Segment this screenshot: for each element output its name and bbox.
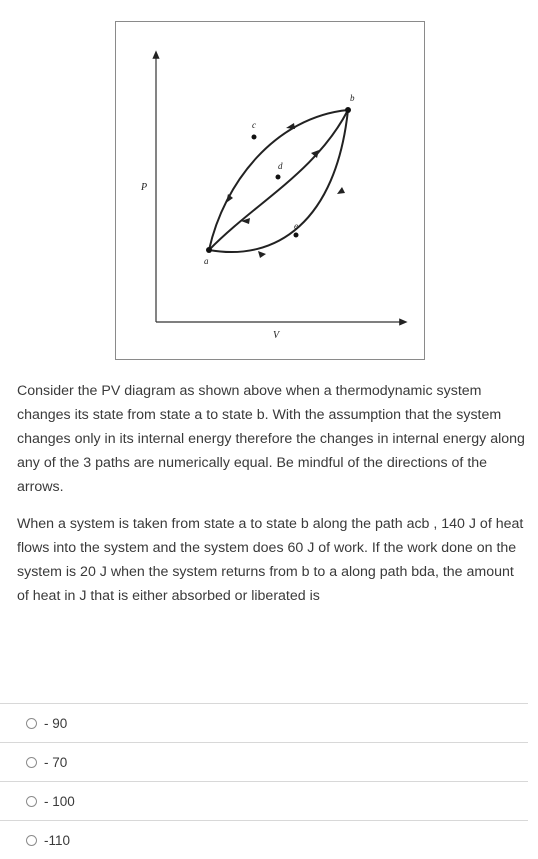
axis-label-p: P xyxy=(141,182,148,193)
option-label: - 90 xyxy=(44,715,68,731)
option-label: -110 xyxy=(44,832,71,848)
label-e: e xyxy=(294,221,298,231)
point-b xyxy=(345,107,351,113)
path-adb xyxy=(209,110,348,250)
arrow-aeb-2 xyxy=(337,187,345,194)
radio-button[interactable] xyxy=(26,796,37,807)
option-1[interactable] xyxy=(0,703,528,742)
point-e xyxy=(294,233,299,238)
path-acb xyxy=(209,110,348,250)
option-label: - 100 xyxy=(44,793,75,809)
label-d: d xyxy=(278,161,283,171)
pv-diagram xyxy=(116,22,426,361)
question-paragraph-1: Consider the PV diagram as shown above when a thermodynamic system changes its state from state a to state b. With the assumption that the system changes only in its internal energy therefore the changes in internal energy along any of the 3 paths are numerically equal. Be mindful of the directions of the arrows. xyxy=(17,383,525,495)
radio-button[interactable] xyxy=(26,835,37,846)
arrow-acb-2 xyxy=(286,123,295,129)
option-4[interactable] xyxy=(0,820,528,859)
point-a xyxy=(206,247,212,253)
label-b: b xyxy=(350,93,355,103)
arrow-aeb-1 xyxy=(258,251,266,258)
option-3[interactable] xyxy=(0,781,528,820)
point-d xyxy=(276,175,281,180)
radio-button[interactable] xyxy=(26,718,37,729)
arrow-acb-1 xyxy=(226,194,233,203)
question-paragraph-2: When a system is taken from state a to state b along the path acb , 140 J of heat flows into the system and the system does 60 J of work. If the work done on the system is 20 J when the system returns from b to a along path bda, the amount of heat in J that is either absorbed or liberated is xyxy=(17,516,524,604)
option-2[interactable] xyxy=(0,742,528,781)
option-label: - 70 xyxy=(44,754,68,770)
axis-label-v: V xyxy=(273,330,280,341)
radio-button[interactable] xyxy=(26,757,37,768)
answer-options xyxy=(0,703,528,859)
label-a: a xyxy=(204,256,209,266)
label-c: c xyxy=(252,120,256,130)
pv-diagram-figure xyxy=(115,21,425,360)
point-c xyxy=(252,135,257,140)
